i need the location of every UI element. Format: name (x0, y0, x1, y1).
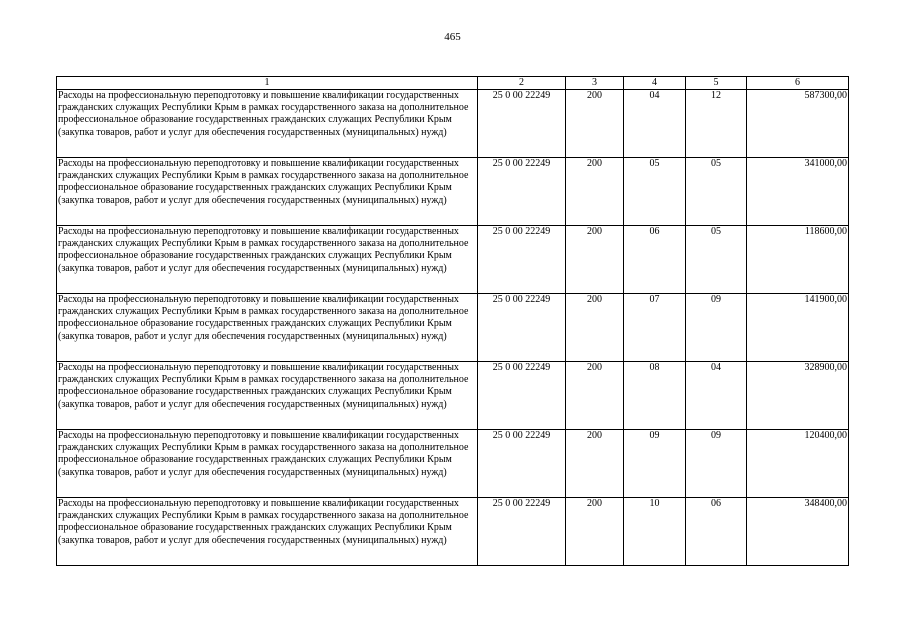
code-cell: 25 0 00 22249 (478, 90, 566, 158)
description-cell: Расходы на профессиональную переподготовку и повышение квалификации государственных гражданских служащих Республики Крым в рамках государственного заказа на дополнительное профессиональное образование государственных гражданских служащих Республики Крым (закупка товаров, работ и услуг для обеспечения государственных (муниципальных) нужд) (57, 90, 478, 158)
col3-cell: 200 (566, 226, 624, 294)
amount-cell: 328900,00 (747, 362, 849, 430)
col4-cell: 06 (624, 226, 686, 294)
col5-cell: 05 (686, 226, 747, 294)
table-header (57, 77, 849, 90)
col3-cell: 200 (566, 294, 624, 362)
col3-cell: 200 (566, 362, 624, 430)
amount-cell: 587300,00 (747, 90, 849, 158)
table-row (57, 498, 849, 566)
page-number: 465 (444, 31, 461, 43)
header-col-3: 3 (566, 77, 624, 90)
header-row (57, 77, 849, 90)
col4-cell: 09 (624, 430, 686, 498)
col4-cell: 07 (624, 294, 686, 362)
col5-cell: 09 (686, 430, 747, 498)
budget-table (56, 76, 849, 566)
col3-cell: 200 (566, 498, 624, 566)
col4-cell: 08 (624, 362, 686, 430)
col5-cell: 05 (686, 158, 747, 226)
code-cell: 25 0 00 22249 (478, 430, 566, 498)
description-cell: Расходы на профессиональную переподготовку и повышение квалификации государственных гражданских служащих Республики Крым в рамках государственного заказа на дополнительное профессиональное образование государственных гражданских служащих Республики Крым (закупка товаров, работ и услуг для обеспечения государственных (муниципальных) нужд) (57, 158, 478, 226)
amount-cell: 120400,00 (747, 430, 849, 498)
header-col-5: 5 (686, 77, 747, 90)
description-cell: Расходы на профессиональную переподготовку и повышение квалификации государственных гражданских служащих Республики Крым в рамках государственного заказа на дополнительное профессиональное образование государственных гражданских служащих Республики Крым (закупка товаров, работ и услуг для обеспечения государственных (муниципальных) нужд) (57, 362, 478, 430)
table-row (57, 226, 849, 294)
code-cell: 25 0 00 22249 (478, 226, 566, 294)
amount-cell: 348400,00 (747, 498, 849, 566)
description-cell: Расходы на профессиональную переподготовку и повышение квалификации государственных гражданских служащих Республики Крым в рамках государственного заказа на дополнительное профессиональное образование государственных гражданских служащих Республики Крым (закупка товаров, работ и услуг для обеспечения государственных (муниципальных) нужд) (57, 294, 478, 362)
col3-cell: 200 (566, 158, 624, 226)
col5-cell: 12 (686, 90, 747, 158)
code-cell: 25 0 00 22249 (478, 362, 566, 430)
col3-cell: 200 (566, 90, 624, 158)
table-row (57, 90, 849, 158)
table-row (57, 294, 849, 362)
description-cell: Расходы на профессиональную переподготовку и повышение квалификации государственных гражданских служащих Республики Крым в рамках государственного заказа на дополнительное профессиональное образование государственных гражданских служащих Республики Крым (закупка товаров, работ и услуг для обеспечения государственных (муниципальных) нужд) (57, 226, 478, 294)
description-cell: Расходы на профессиональную переподготовку и повышение квалификации государственных гражданских служащих Республики Крым в рамках государственного заказа на дополнительное профессиональное образование государственных гражданских служащих Республики Крым (закупка товаров, работ и услуг для обеспечения государственных (муниципальных) нужд) (57, 430, 478, 498)
table-row (57, 158, 849, 226)
amount-cell: 141900,00 (747, 294, 849, 362)
col4-cell: 04 (624, 90, 686, 158)
col5-cell: 09 (686, 294, 747, 362)
header-col-6: 6 (747, 77, 849, 90)
col4-cell: 10 (624, 498, 686, 566)
header-col-2: 2 (478, 77, 566, 90)
table-body (57, 90, 849, 566)
table-row (57, 430, 849, 498)
description-cell: Расходы на профессиональную переподготовку и повышение квалификации государственных гражданских служащих Республики Крым в рамках государственного заказа на дополнительное профессиональное образование государственных гражданских служащих Республики Крым (закупка товаров, работ и услуг для обеспечения государственных (муниципальных) нужд) (57, 498, 478, 566)
amount-cell: 118600,00 (747, 226, 849, 294)
col5-cell: 06 (686, 498, 747, 566)
header-col-4: 4 (624, 77, 686, 90)
col5-cell: 04 (686, 362, 747, 430)
code-cell: 25 0 00 22249 (478, 498, 566, 566)
code-cell: 25 0 00 22249 (478, 294, 566, 362)
col3-cell: 200 (566, 430, 624, 498)
code-cell: 25 0 00 22249 (478, 158, 566, 226)
col4-cell: 05 (624, 158, 686, 226)
header-col-1: 1 (57, 77, 478, 90)
table-row (57, 362, 849, 430)
amount-cell: 341000,00 (747, 158, 849, 226)
